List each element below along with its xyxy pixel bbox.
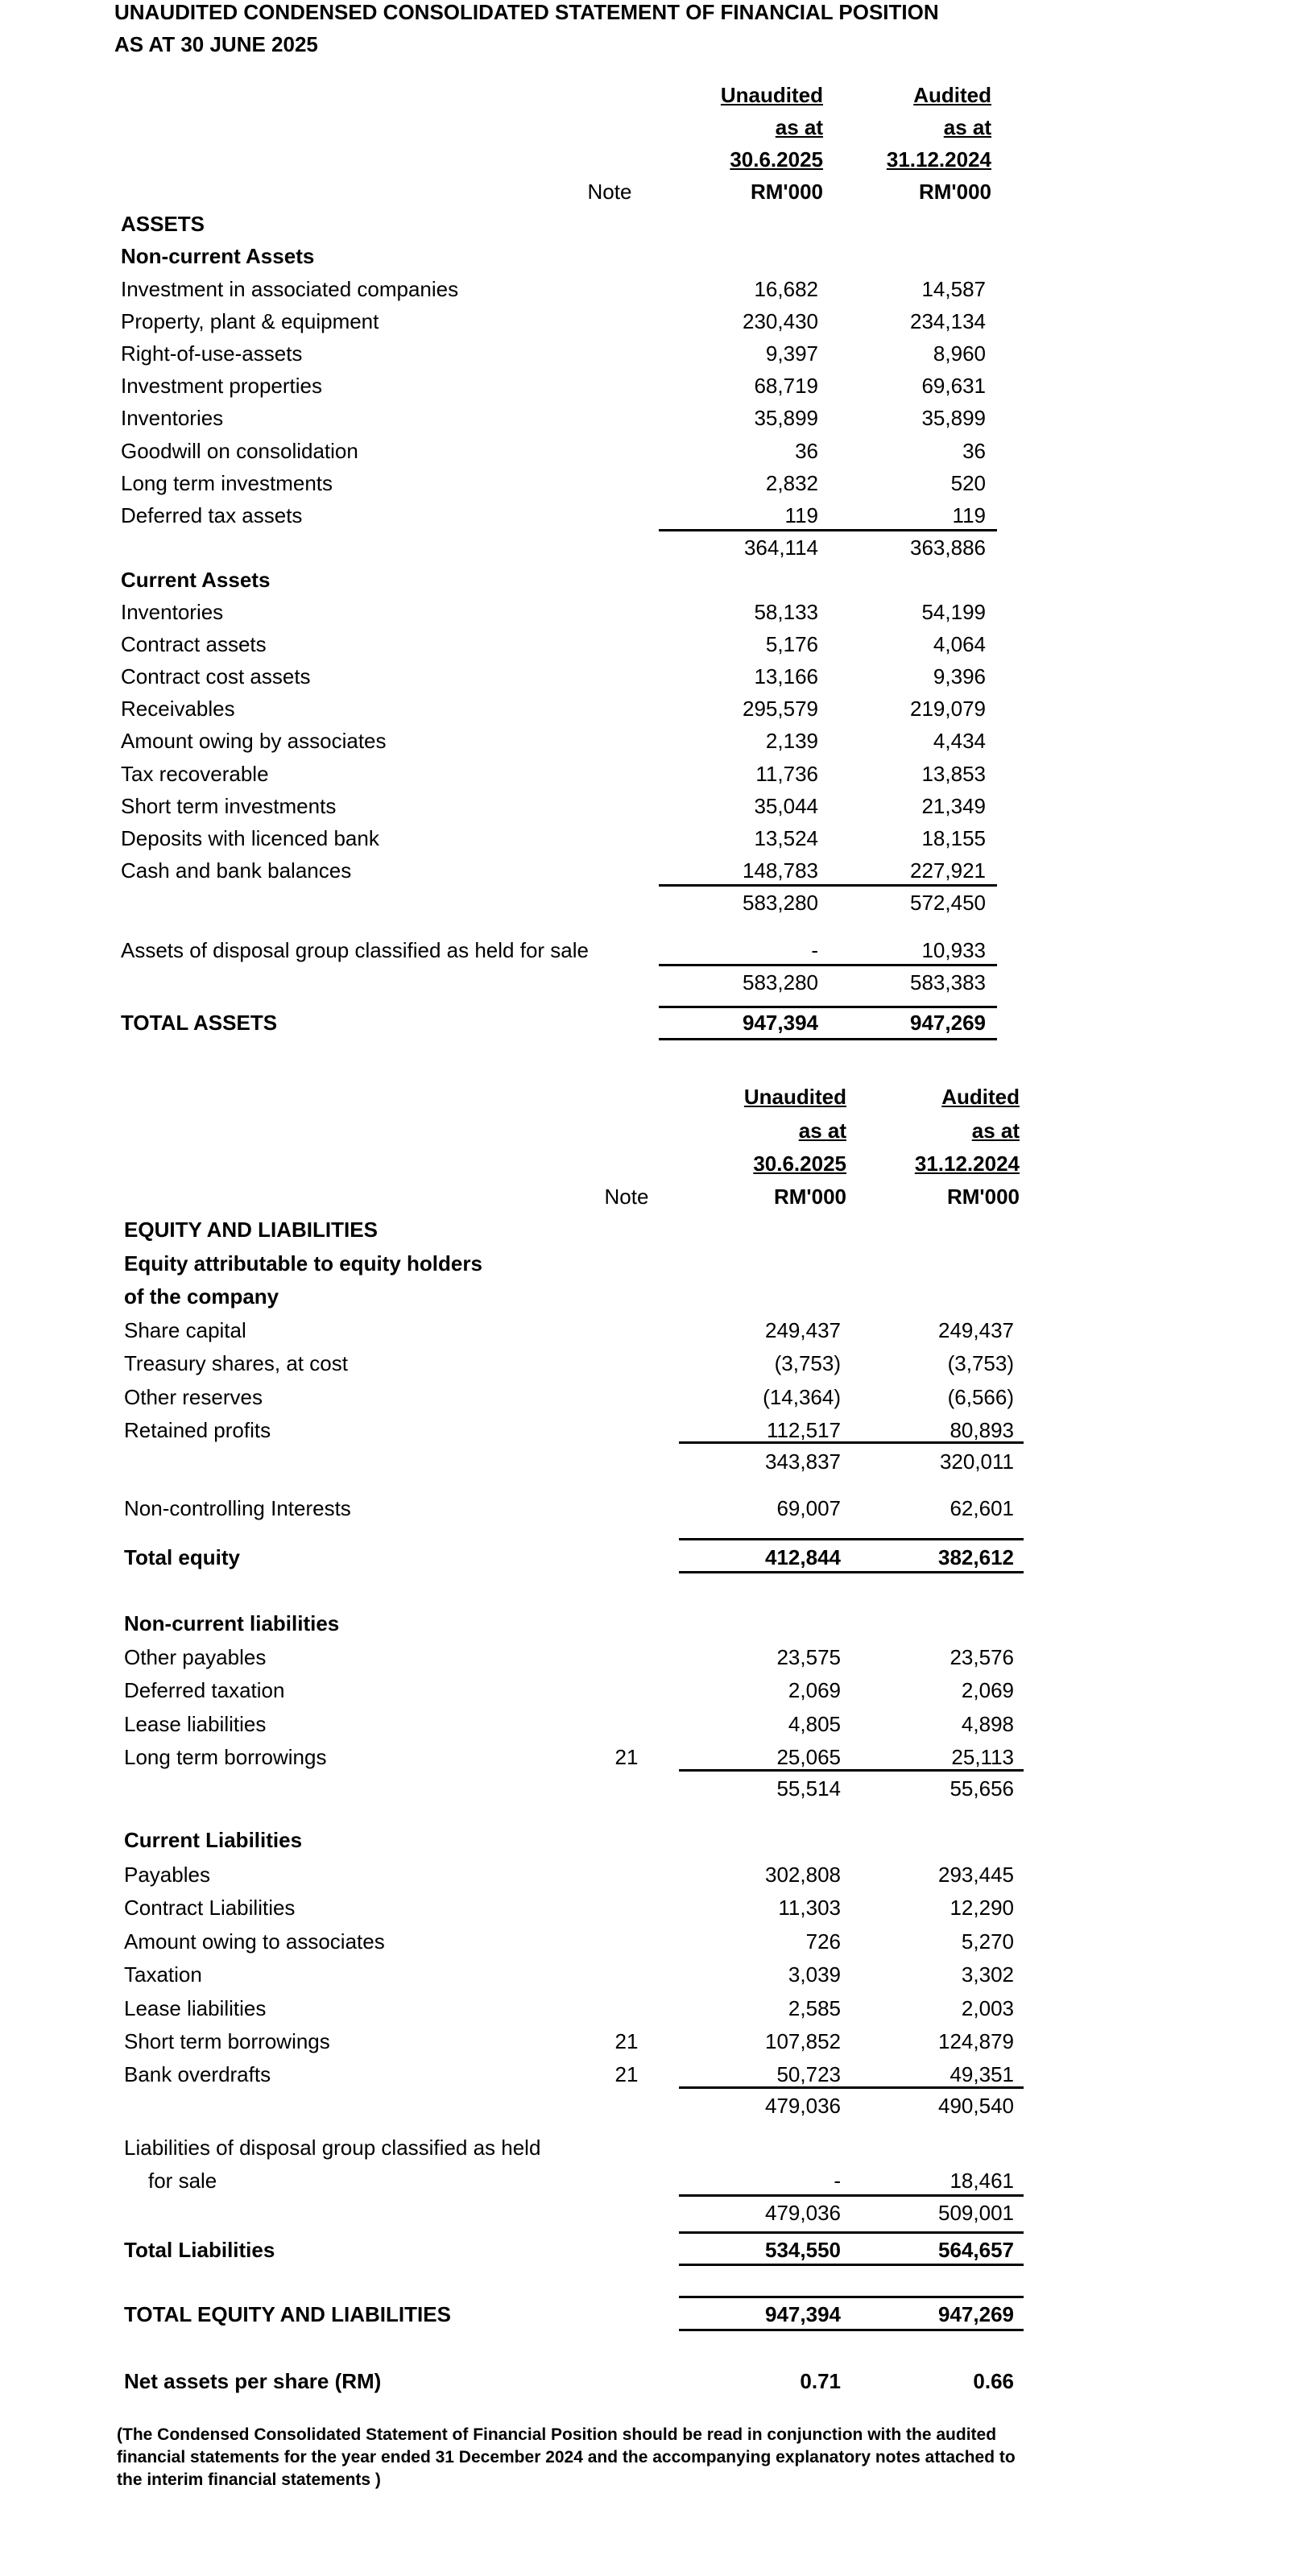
row-label: Amount owing to associates [124,1929,385,1954]
subtotal-audited: 55,656 [950,1776,1014,1801]
value-unaudited: (14,364) [763,1384,841,1409]
subtotal-unaudited: 55,514 [776,1776,841,1801]
value-audited: 36 [962,438,986,463]
value-audited: 520 [950,470,986,495]
total-assets-unaudited: 947,394 [743,1011,818,1035]
subtotal-unaudited: 364,114 [743,535,818,560]
total-rule [659,1038,997,1040]
value-unaudited: 3,039 [788,1962,841,1987]
subtotal-unaudited: 343,837 [765,1449,841,1474]
note-reference: 21 [614,2029,639,2053]
total-rule [679,2264,1024,2266]
value-audited: 293,445 [938,1863,1014,1887]
note-reference: 21 [614,2062,639,2087]
value-audited: 4,064 [933,632,986,657]
note-reference: 21 [614,1745,639,1770]
row-label: Lease liabilities [124,1995,267,2020]
value-unaudited: 249,437 [765,1318,841,1342]
value-audited: 54,199 [921,600,986,624]
value-unaudited: 11,736 [755,761,818,786]
value-audited: 2,003 [961,1995,1014,2020]
value-unaudited: 50,723 [776,2062,841,2087]
value-unaudited: 148,783 [743,858,818,883]
row-label: Investment properties [121,374,323,399]
total-rule [679,2296,1024,2298]
value-audited: 14,587 [921,277,986,301]
row-label: Share capital [124,1318,246,1342]
value-audited: 227,921 [910,858,986,883]
row-label: Contract cost assets [121,664,311,689]
value-unaudited: - [811,938,818,962]
row-label: Inventories [121,406,224,431]
value-audited: 80,893 [950,1418,1014,1443]
row-label: Payables [124,1863,210,1887]
column-header-audited: Audited [913,83,991,107]
column-header-unaudited: Unaudited [743,1085,846,1109]
value-audited: 124,879 [938,2029,1014,2053]
row-label: Inventories [121,600,224,624]
subtotal-audited: 509,001 [938,2201,1014,2225]
section-heading-equity-liabilities: EQUITY AND LIABILITIES [124,1218,378,1242]
subtotal-rule [679,1769,1024,1772]
value-unaudited: 68,719 [754,374,818,399]
subtotal-audited: 490,540 [938,2094,1014,2118]
row-label-liabilities-held-for-sale: for sale [148,2169,217,2193]
value-unaudited: 13,166 [754,664,818,689]
subtotal-unaudited: 479,036 [765,2094,841,2118]
row-label: Property, plant & equipment [121,309,379,334]
total-equity-liabilities-audited: 947,269 [938,2302,1014,2326]
value-audited: 8,960 [933,341,986,366]
row-label: Short term borrowings [124,2029,330,2053]
section-heading-assets: ASSETS [121,212,205,236]
row-label: Tax recoverable [121,761,269,786]
value-audited: 21,349 [921,793,986,818]
value-unaudited: (3,753) [774,1351,841,1376]
value-audited: 10,933 [921,938,986,962]
nav-audited: 0.66 [973,2369,1014,2393]
value-audited: 49,351 [950,2062,1014,2087]
value-unaudited: 2,139 [765,729,818,754]
value-unaudited: 230,430 [743,309,818,334]
column-header-audited: Audited [941,1085,1020,1109]
value-audited: 3,302 [961,1962,1014,1987]
column-header-unaudited: RM'000 [774,1185,846,1209]
column-header-audited: RM'000 [919,180,991,204]
subtotal-audited: 572,450 [910,891,986,915]
subheading-equity: of the company [124,1284,279,1309]
subheading-current-assets: Current Assets [121,568,271,592]
nav-unaudited: 0.71 [800,2369,841,2393]
subheading-current-liabilities: Current Liabilities [124,1828,303,1852]
value-unaudited: 2,585 [788,1995,841,2020]
column-header-audited: as at [943,115,991,139]
total-rule [679,1571,1024,1573]
value-unaudited: 11,303 [778,1896,841,1921]
value-audited: (6,566) [947,1384,1014,1409]
total-rule [679,1538,1024,1540]
row-label: Contract Liabilities [124,1896,296,1921]
document-subtitle: AS AT 30 JUNE 2025 [114,32,318,56]
row-label: Lease liabilities [124,1711,267,1736]
subtotal-audited: 320,011 [939,1449,1014,1474]
subtotal-audited: 583,383 [910,970,986,994]
note-column-header: Note [587,180,632,204]
subheading-equity: Equity attributable to equity holders [124,1251,482,1276]
value-audited: 4,898 [961,1711,1014,1736]
total-equity-liabilities-label: TOTAL EQUITY AND LIABILITIES [124,2302,451,2326]
subtotal-rule [659,964,997,966]
column-header-audited: as at [971,1118,1020,1143]
row-label: Investment in associated companies [121,277,459,301]
value-audited: 18,461 [950,2169,1014,2193]
total-liabilities-unaudited: 534,550 [765,2238,841,2262]
note-column-header: Note [604,1185,649,1209]
value-unaudited: - [834,2169,841,2193]
row-label: Bank overdrafts [124,2062,271,2087]
total-equity-unaudited: 412,844 [765,1545,841,1569]
column-header-audited: RM'000 [947,1185,1020,1209]
value-unaudited: 23,575 [776,1645,841,1669]
row-label: Goodwill on consolidation [121,438,358,463]
value-audited: 25,113 [951,1745,1014,1770]
row-label: Amount owing by associates [121,729,387,754]
subheading-non-current-liabilities: Non-current liabilities [124,1611,340,1635]
footnote: (The Condensed Consolidated Statement of Financial Position should be read in conjunction with the audited financial statements for the year ended 31 December 2024 and the accompanying explanatory notes attached to the interim financial statements ) [117,2425,1016,2489]
value-audited: 2,069 [961,1678,1014,1703]
row-label: Other reserves [124,1384,263,1409]
value-unaudited: 36 [795,438,818,463]
value-unaudited: 2,832 [765,470,818,495]
subtotal-rule [679,1441,1024,1444]
column-header-unaudited: 30.6.2025 [730,147,823,172]
value-unaudited: 726 [805,1929,841,1954]
value-audited: 62,601 [950,1496,1014,1520]
total-liabilities-label: Total Liabilities [124,2238,275,2262]
value-audited: 249,437 [938,1318,1014,1342]
value-audited: 12,290 [950,1896,1014,1921]
total-assets-label: TOTAL ASSETS [121,1011,278,1035]
value-audited: 9,396 [933,664,986,689]
net-assets-per-share-label: Net assets per share (RM) [124,2369,382,2393]
value-unaudited: 35,899 [754,406,818,431]
row-label: Long term borrowings [124,1745,327,1770]
value-unaudited: 302,808 [765,1863,841,1887]
subtotal-unaudited: 479,036 [765,2201,841,2225]
row-label: Deposits with licenced bank [121,825,379,850]
row-label: Deferred tax assets [121,502,303,527]
total-rule [679,2329,1024,2331]
column-header-audited: 31.12.2024 [886,147,991,172]
value-audited: 234,134 [910,309,986,334]
row-label-assets-held-for-sale: Assets of disposal group classified as held for sale [121,938,589,962]
value-unaudited: 4,805 [788,1711,841,1736]
value-unaudited: 35,044 [754,793,818,818]
row-label: Receivables [121,697,235,722]
value-unaudited: 58,133 [754,600,818,624]
total-equity-label: Total equity [124,1545,240,1569]
total-equity-liabilities-unaudited: 947,394 [765,2302,841,2326]
row-label-liabilities-held-for-sale: Liabilities of disposal group classified as held [124,2136,541,2160]
value-unaudited: 5,176 [765,632,818,657]
value-unaudited: 2,069 [788,1678,841,1703]
row-label: Retained profits [124,1418,271,1443]
row-label: Taxation [124,1962,202,1987]
value-unaudited: 295,579 [743,697,818,722]
value-audited: 5,270 [961,1929,1014,1954]
total-assets-audited: 947,269 [910,1011,986,1035]
value-audited: (3,753) [947,1351,1014,1376]
value-audited: 35,899 [921,406,986,431]
value-audited: 219,079 [910,697,986,722]
subtotal-unaudited: 583,280 [743,891,818,915]
total-equity-audited: 382,612 [938,1545,1014,1569]
row-label: Other payables [124,1645,267,1669]
value-unaudited: 69,007 [776,1496,841,1520]
subtotal-rule [659,884,997,887]
value-unaudited: 107,852 [765,2029,841,2053]
column-header-unaudited: Unaudited [720,83,823,107]
subheading-non-current-assets: Non-current Assets [121,244,315,268]
column-header-unaudited: 30.6.2025 [753,1152,846,1176]
row-label: Contract assets [121,632,267,657]
row-label: Long term investments [121,470,333,495]
value-unaudited: 119 [784,502,818,527]
value-unaudited: 112,517 [766,1418,841,1443]
value-unaudited: 9,397 [765,341,818,366]
row-label: Right-of-use-assets [121,341,303,366]
subtotal-rule [659,529,997,531]
value-audited: 18,155 [921,825,986,850]
value-audited: 4,434 [933,729,986,754]
subtotal-rule [679,2086,1024,2089]
column-header-unaudited: as at [798,1118,846,1143]
row-label: Treasury shares, at cost [124,1351,348,1376]
row-label: Deferred taxation [124,1678,285,1703]
row-label-nci: Non-controlling Interests [124,1496,351,1520]
subtotal-audited: 363,886 [910,535,986,560]
subtotal-rule [679,2194,1024,2197]
total-rule [679,2231,1024,2234]
row-label: Cash and bank balances [121,858,352,883]
column-header-unaudited: as at [775,115,823,139]
value-unaudited: 16,682 [754,277,818,301]
row-label: Short term investments [121,793,337,818]
value-audited: 13,853 [921,761,986,786]
document-title: UNAUDITED CONDENSED CONSOLIDATED STATEMENT OF FINANCIAL POSITION [114,0,939,24]
value-audited: 69,631 [921,374,986,399]
value-audited: 119 [952,502,986,527]
value-audited: 23,576 [950,1645,1014,1669]
subtotal-unaudited: 583,280 [743,970,818,994]
column-header-unaudited: RM'000 [751,180,823,204]
total-rule [659,1006,997,1008]
total-liabilities-audited: 564,657 [938,2238,1014,2262]
value-unaudited: 13,524 [754,825,818,850]
column-header-audited: 31.12.2024 [914,1152,1020,1176]
value-unaudited: 25,065 [776,1745,841,1770]
